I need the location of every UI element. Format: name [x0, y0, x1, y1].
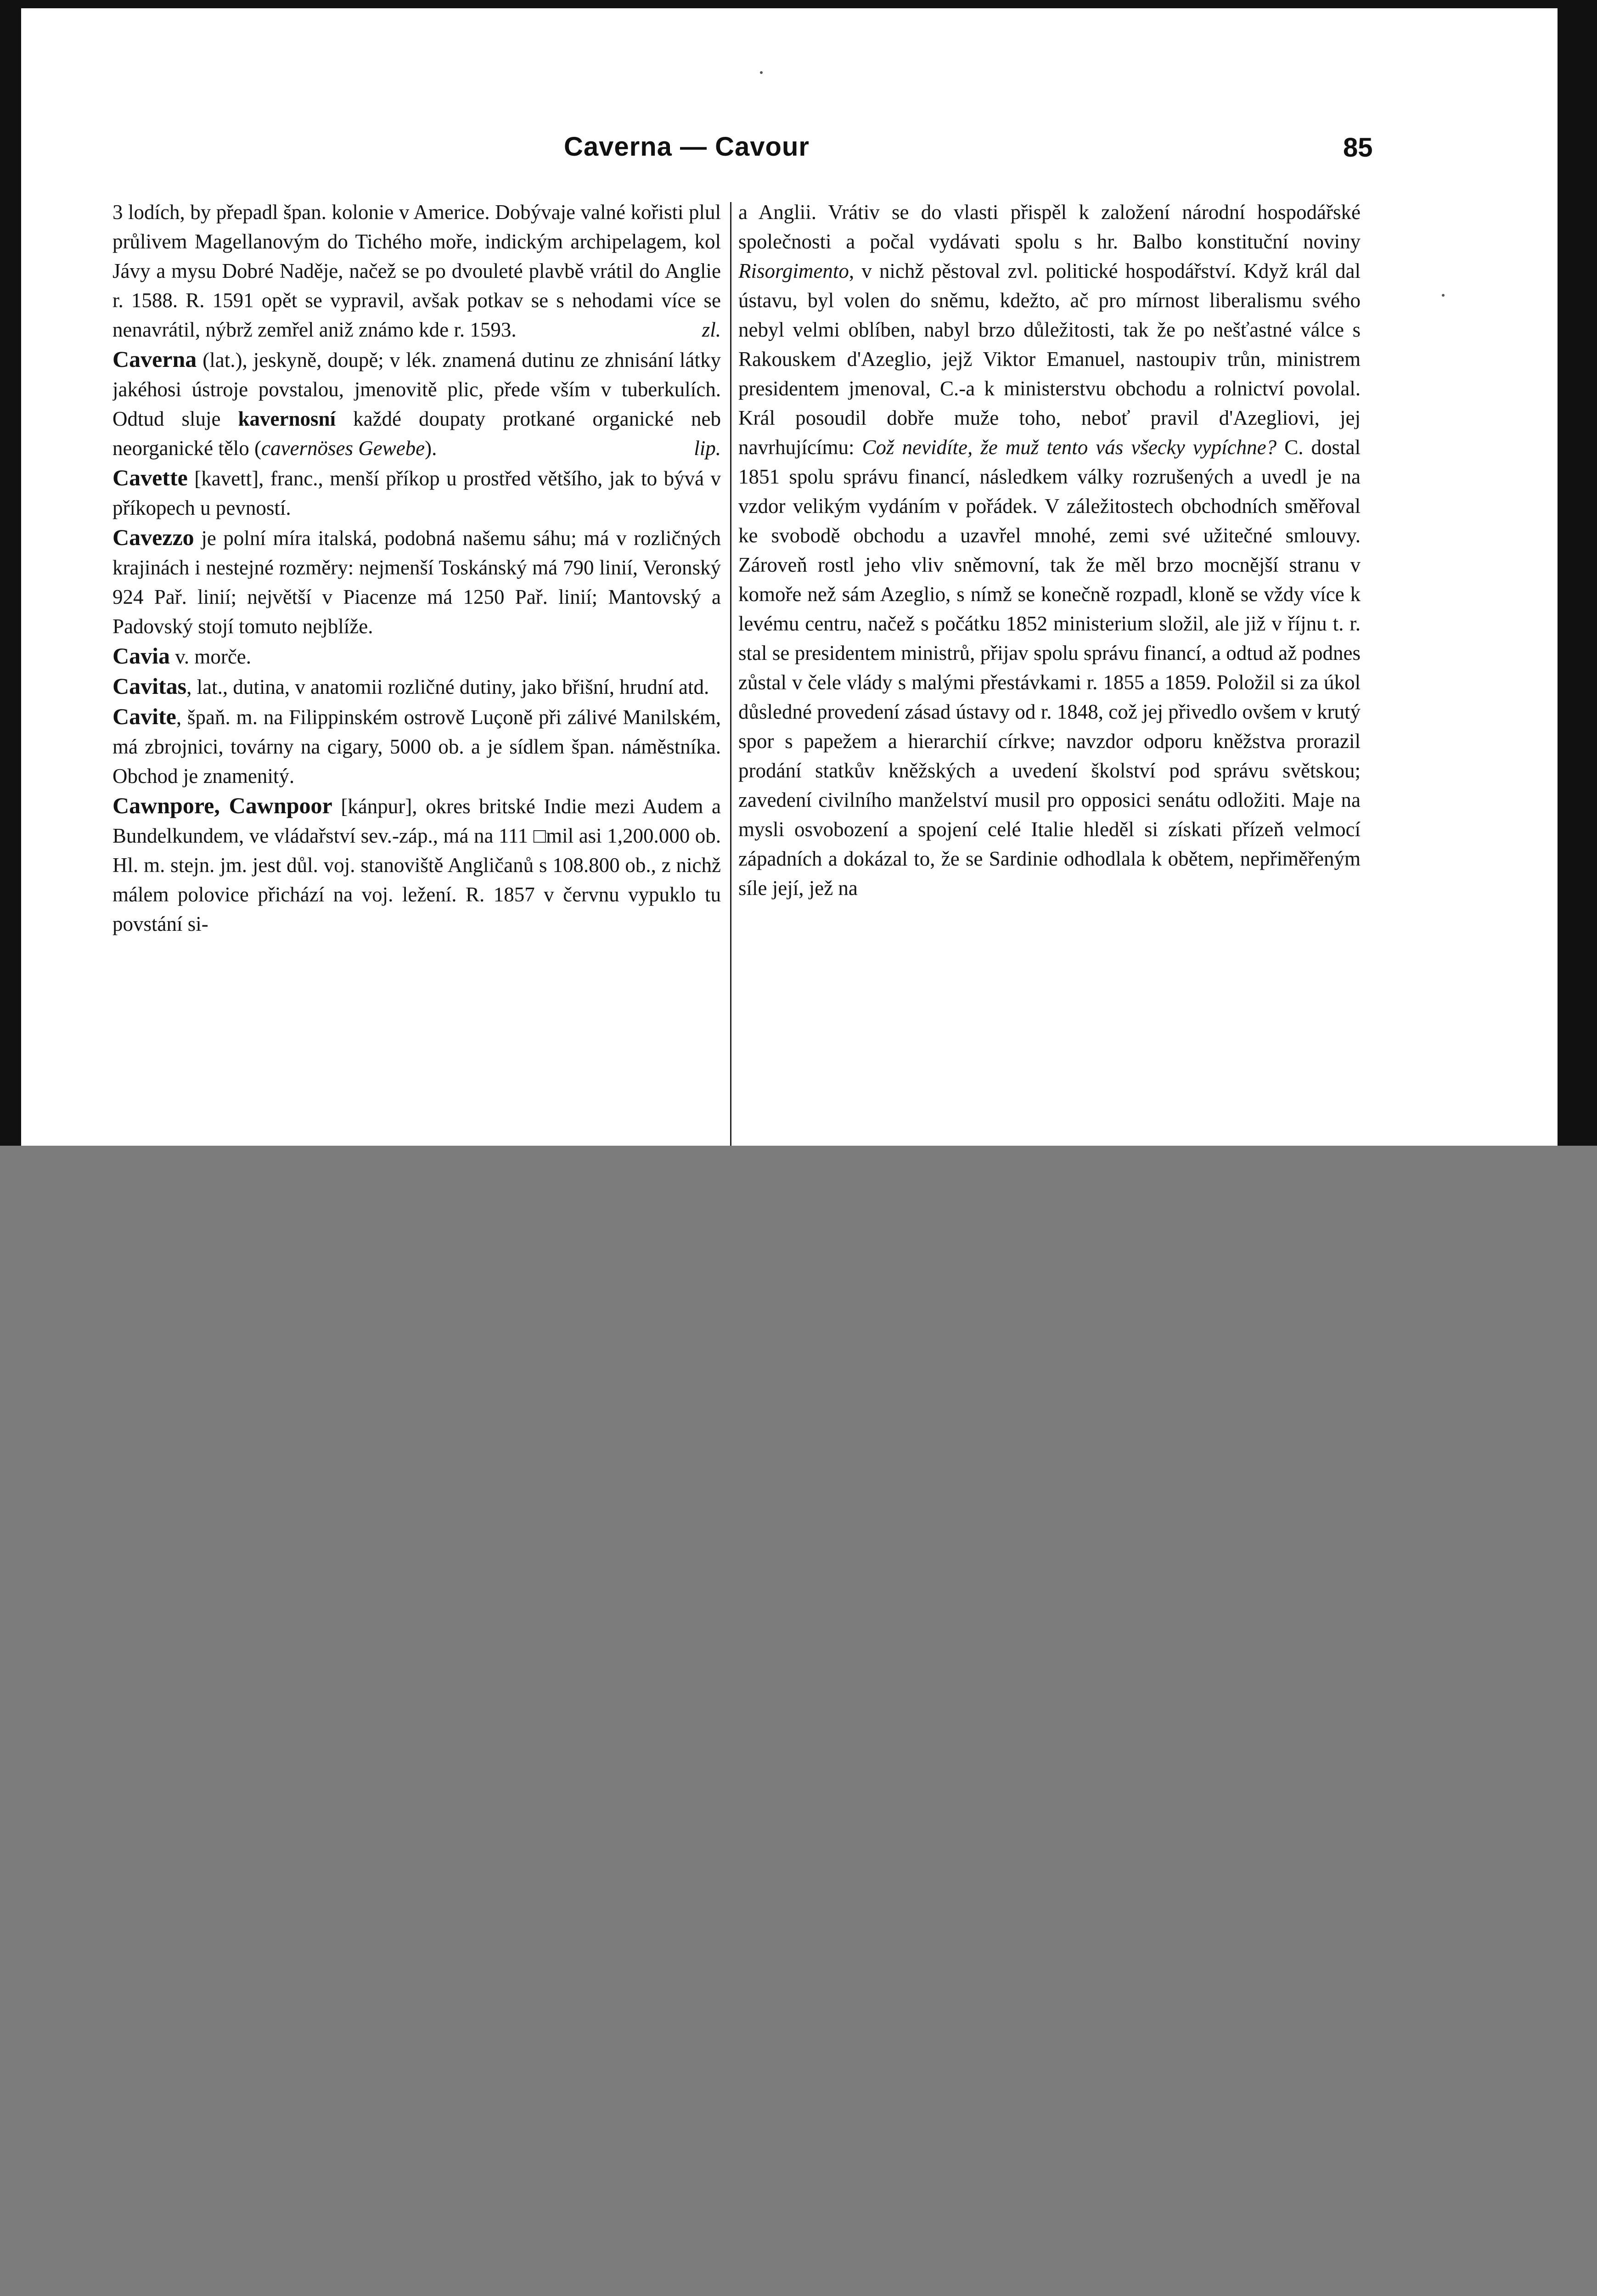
newspaper-title: Risorgimento — [738, 259, 849, 282]
column-divider — [730, 202, 731, 1146]
page-number: 85 — [1343, 133, 1373, 163]
entry-caverna — [112, 344, 721, 463]
entry-lemma: Cavite — [112, 703, 176, 729]
entry-lemma: Cavia — [112, 643, 170, 669]
right-text-1: a Anglii. Vrátiv se do vlasti přispěl k založení národní hospodářské společnosti a počal vydávati spolu s hr. Balbo konstituční noviny — [738, 201, 1361, 253]
entry-cawnpore — [112, 791, 721, 939]
entry-cavezzo — [112, 523, 721, 641]
entry-text: je polní míra italská, podobná našemu sáhu; má v rozličných krajinách i nestejné rozměry: nejmenší Toskánský má 790 linií, Veronský 924 Pař. linií; největší v Piacenze má 1250 Pař. linií; Mantovský a Padovský stojí tomuto nejblíže. — [112, 527, 721, 638]
entry-text-2: každé doupaty protkané organické neb neorganické tělo ( — [112, 407, 721, 460]
entry-cavia — [112, 641, 721, 671]
entry-text: v. morče. — [170, 645, 252, 668]
left-column — [112, 197, 721, 1146]
entry-text: , lat., dutina, v anatomii rozličné dutiny, jako břišní, hrudní atd. — [186, 675, 709, 698]
entry-text: [kavett], franc., menší příkop u prostřed většího, jak to bývá v příkopech u pevností. — [112, 467, 721, 519]
entry-cavette — [112, 463, 721, 523]
right-text-2: , v nichž pěstoval zvl. politické hospodářství. Když král dal ústavu, byl volen do sněmu, kdežto, ač pro mírnost liberalismu svého nebyl velmi oblíben, nabyl brzo důležitosti, tak že po nešťastné válce s Rakouskem d'Azeglio, jejž Viktor Emanuel, nastoupiv trůn, ministrem presidentem jmenoval, C.-a k ministerstvu obchodu a rolnictví povolal. Král posoudil dobře muže toho, neboť pravil d'Azegliovi, jej navrhujícímu: — [738, 259, 1361, 459]
entry-italic-term: cavernöses Gewebe — [261, 437, 425, 460]
scanned-page — [0, 0, 1597, 1146]
right-column — [738, 197, 1361, 1146]
running-head: Caverna — Cavour — [564, 132, 810, 162]
entry-cavite — [112, 702, 721, 791]
entry-lemma: Cavezzo — [112, 524, 194, 550]
entry-text: (lat.), jeskyně, doupě; v lék. znamená dutinu ze zhnisání látky jakéhosi ústroje povstalou, jmenovitě plic, přede vším v tuberkulích. Odtud sluje — [112, 349, 721, 430]
intro-paragraph — [112, 197, 721, 344]
author-signature: lip. — [694, 437, 721, 460]
cavour-entry-continuation — [738, 197, 1361, 903]
scan-edge-top — [0, 0, 1597, 8]
entry-lemma: Cavitas — [112, 673, 187, 699]
scan-speck — [1442, 294, 1445, 297]
page-header — [0, 131, 1597, 173]
author-signature: zl. — [702, 318, 721, 341]
entry-text: , špaň. m. na Filippinském ostrově Luçoně při zálivé Manilském, má zbrojnici, továrny na cigary, 5000 ob. a je sídlem špan. náměstníka. Obchod je znamenitý. — [112, 706, 721, 788]
entry-text-3: ). — [425, 437, 437, 460]
king-quote: Což nevidíte, že muž tento vás všecky vypíchne? — [862, 436, 1277, 459]
intro-text: 3 lodích, by přepadl špan. kolonie v Americe. Dobývaje valné kořisti plul průlivem Magellanovým do Tichého moře, indickým archipelagem, kol Jávy a mysu Dobré Naděje, načež se po dvouleté plavbě vrátil do Anglie r. 1588. R. 1591 opět se vypravil, avšak potkav se s nehodami více se nenavrátil, nýbrž zemřel aniž známo kde r. 1593. — [112, 201, 721, 341]
entry-lemma: Cawnpore, Cawnpoor — [112, 793, 332, 818]
scan-speck — [760, 71, 763, 74]
entry-cavitas — [112, 671, 721, 702]
entry-text: [kánpur], okres britské Indie mezi Audem a Bundelkundem, ve vládařství sev.-záp., má na 111 □mil asi 1,200.000 ob. Hl. m. stejn. jm. jest důl. voj. stanoviště Angličanů s 108.800 ob., z nichž málem polovice přichází na voj. ležení. R. 1857 v červnu vypuklo tu povstání si- — [112, 795, 721, 935]
entry-lemma: Caverna — [112, 346, 197, 372]
entry-lemma: Cavette — [112, 465, 188, 490]
entry-bold-term: kavernosní — [238, 407, 336, 430]
right-text-3: C. dostal 1851 spolu správu financí, následkem války rozrušených a uvedl je na vzdor velikým vydáním v pořádek. V záležitostech obchodních směřoval ke svobodě obchodu a uzavřel mnohé, zemi své užitečné smlouvy. Zároveň rostl jeho vliv sněmovní, tak že měl brzo mocnější stranu v komoře než sám Azeglio, s nímž se konečně rozpadl, kloně se vždy více k levému centru, načež s počátku 1852 ministerium složil, ale již v říjnu t. r. stal se presidentem ministrů, přijav spolu správu financí, a odtud až podnes zůstal v čele vlády s malými přestávkami r. 1855 a 1859. Položil si za úkol důsledné provedení zásad ústavy od r. 1848, což jej přivedlo ovšem v krutý spor s papežem a hierarchií církve; navzdor odporu kněžstva prorazil prodání statkův kněžských a uvedení školství pod správu světskou; zavedení civilního manželství musil pro opposici senátu odložiti. Maje na mysli osvobození a spojení celé Italie hleděl si získati přízeň velmocí západních a dokázal to, že se Sardinie odhodlala k obětem, nepřiměřeným síle její, jež na — [738, 436, 1361, 900]
empty-gray-area — [0, 1146, 1597, 2296]
